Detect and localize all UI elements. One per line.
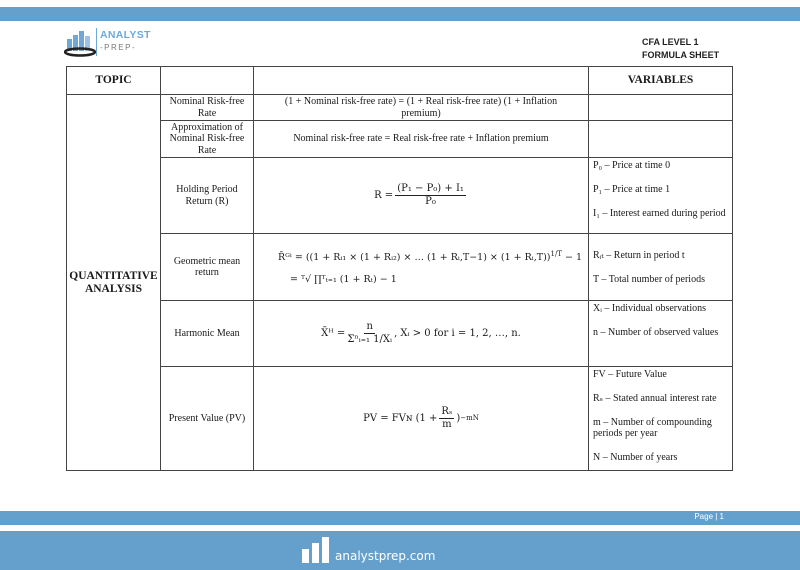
row-formula	[253, 300, 589, 367]
variable-item: T – Total number of periods	[593, 274, 705, 285]
footer-site-link[interactable]: analystprep.com	[335, 549, 436, 563]
formula-tail: , Xᵢ > 0 for i = 1, 2, …, n.	[394, 327, 521, 339]
row-variables	[588, 366, 733, 471]
variable-item: I₁ – Interest earned during period	[593, 208, 726, 219]
logo-text-analyst: ANALYST	[100, 29, 151, 41]
row-name: Harmonic Mean	[160, 300, 254, 367]
document-title	[642, 36, 719, 62]
fraction-numerator: Rₛ	[441, 406, 453, 417]
fraction	[439, 406, 454, 431]
formula-exponent: 1/T	[550, 249, 562, 258]
analystprep-logo	[64, 27, 154, 59]
row-name: Geometric mean return	[160, 233, 254, 301]
row-name: Holding Period Return (R)	[160, 157, 254, 234]
row-variables	[588, 233, 733, 301]
fraction	[395, 183, 466, 208]
footer-logo	[302, 537, 435, 563]
row-name: Approximation of Nominal Risk-free Rate	[160, 120, 254, 158]
formula-lhs: X̄ᴴ =	[321, 327, 346, 339]
variable-item: n – Number of observed values	[593, 327, 719, 338]
footer-bar-icon	[322, 537, 329, 563]
fraction-denominator: m	[442, 419, 452, 430]
footer-bar-icon	[312, 543, 319, 563]
fraction	[347, 321, 392, 346]
page-number: Page | 1	[694, 512, 724, 521]
footer-band	[0, 511, 800, 525]
title-line-2: FORMULA SHEET	[642, 50, 720, 60]
title-line-1: CFA LEVEL 1	[642, 37, 699, 47]
row-formula: Nominal risk-free rate = Real risk-free rate + Inflation premium	[253, 120, 589, 158]
formula-lhs: PV = FVɴ (1 +	[363, 412, 438, 424]
logo-text-prep: -PREP-	[100, 43, 137, 52]
variable-item: Rᵢₜ – Return in period t	[593, 250, 685, 261]
variable-item: P₁ – Price at time 1	[593, 184, 671, 195]
formula-exponent: −mN	[460, 413, 479, 422]
variable-item: P₀ – Price at time 0	[593, 160, 671, 171]
header-topic: TOPIC	[66, 66, 161, 95]
variable-item: FV – Future Value	[593, 369, 667, 380]
formula-lhs: R =	[374, 189, 394, 201]
formula-table	[66, 66, 733, 471]
topic-cell: QUANTITATIVE ANALYSIS	[66, 94, 161, 471]
header-name	[160, 66, 254, 95]
logo-divider	[96, 28, 97, 56]
fraction-denominator: P₀	[425, 196, 436, 207]
row-variables	[588, 157, 733, 234]
row-formula	[253, 366, 589, 471]
row-formula: (1 + Nominal risk-free rate) = (1 + Real risk-free rate) (1 + Inflation premium)	[253, 94, 589, 121]
header-band	[0, 7, 800, 21]
header-formula	[253, 66, 589, 95]
row-formula	[253, 157, 589, 234]
row-formula	[253, 233, 589, 301]
fraction-denominator: Σⁿᵢ₌₁ 1/Xᵢ	[347, 334, 393, 345]
variable-item: N – Number of years	[593, 452, 678, 463]
header-variables: VARIABLES	[588, 66, 733, 95]
formula-close: )	[456, 412, 461, 424]
row-variables	[588, 120, 733, 158]
formula-line-1: R̄ᴳⁱ = ((1 + Rᵢ₁ × (1 + Rᵢ₂) × … (1 + Rᵢ,T−1) × (1 + Rᵢ,T))$^{1/T}$ − 1	[278, 249, 583, 264]
fraction-numerator: (P₁ − P₀) + I₁	[397, 183, 464, 194]
fraction-numerator: n	[366, 321, 373, 332]
row-name: Present Value (PV)	[160, 366, 254, 471]
variable-item: Xᵢ – Individual observations	[593, 303, 707, 314]
row-name: Nominal Risk-free Rate	[160, 94, 254, 121]
formula-line-2: = ᵀ√ ∏ᵀₜ₌₁ (1 + Rₜ) − 1	[290, 273, 397, 285]
row-variables	[588, 300, 733, 367]
row-variables	[588, 94, 733, 121]
bar-chart-logo-icon	[64, 27, 96, 57]
footer-bar-icon	[302, 549, 309, 563]
variable-item: m – Number of compounding periods per year	[593, 417, 712, 439]
variable-item: Rₛ – Stated annual interest rate	[593, 393, 717, 404]
